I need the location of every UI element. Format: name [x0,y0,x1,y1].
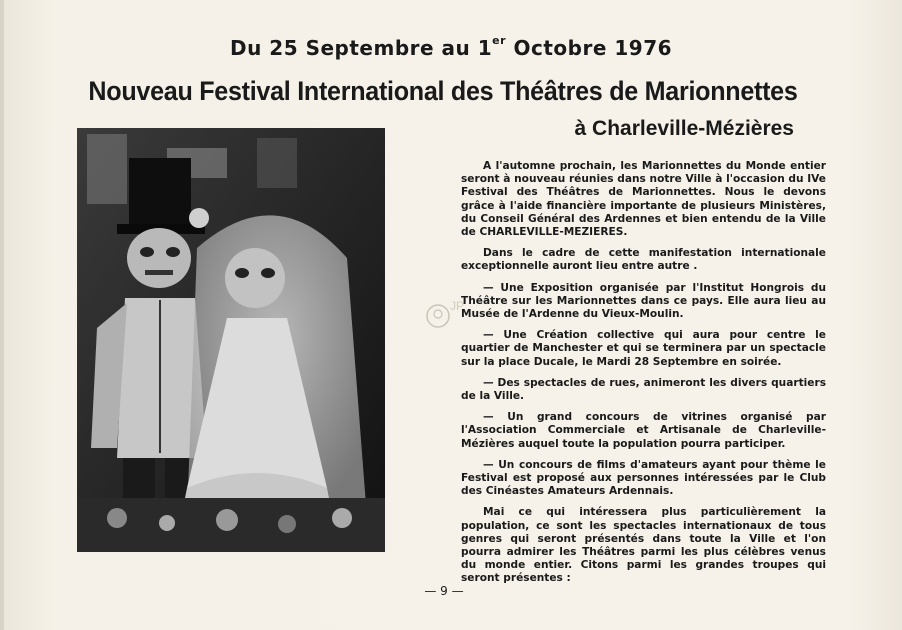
date-prefix: Du 25 Septembre au 1 [229,36,493,60]
paragraph: — Une Création collective qui aura pour centre le quartier de Manchester et qui se terminera par un spectacle sur la place Ducale, le Mardi 28 Septembre en soirée. [461,329,826,368]
paragraph: Dans le cadre de cette manifestation internationale exceptionnelle auront lieu entre autre . [461,247,826,273]
paragraph: Mai ce qui intéressera plus particulièrement la population, ce sont les spectacles internationaux de tous genres qui seront présentés dans toute la Ville et l'on pourra admirer les Théâtres parmi les plus célèbres venus du monde entier. Citons parmi les grandes troupes qui seront présentes : [461,506,826,585]
page-subtitle: à Charleville-Mézières [574,117,794,140]
page-number: — 9 — [424,584,464,598]
page-edge-left [0,0,4,630]
stamp-initials: JP [450,299,465,313]
date-suffix: Octobre 1976 [506,36,673,60]
marionette-couple-photo [77,128,385,552]
paragraph: — Une Exposition organisée par l'Institut Hongrois du Théâtre sur les Marionnettes dans ce pays. Elle aura lieu au Musée de l'Ardenne du Vieux-Moulin. [461,281,826,321]
paragraph: — Un grand concours de vitrines organisé par l'Association Commerciale et Artisanale de Charleville-Mézières auquel toute la population pourra participer. [461,411,826,450]
paragraph: — Un concours de films d'amateurs ayant pour thème le Festival est proposé aux personnes intéressées par le Club des Cinéastes Amateurs Ardennais. [461,458,826,498]
date-heading [0,36,902,60]
article-body [461,160,826,594]
paragraph: A l'automne prochain, les Marionnettes du Monde entier seront à nouveau réunies dans notre Ville à l'occasion du IVe Festival des Théâtres de Marionnettes. Nous le devons grâce à l'aide financière importante de plusieurs Ministères, du Conseil Général des Ardennes et bien entendu de la Ville de CHARLEVILLE-MEZIERES. [461,160,826,239]
page-title: Nouveau Festival International des Théâtres de Marionnettes [88,76,798,106]
marionette-photo [77,128,385,552]
date-superscript: er [492,34,507,47]
paragraph: — Des spectacles de rues, animeront les divers quartiers de la Ville. [461,376,826,403]
